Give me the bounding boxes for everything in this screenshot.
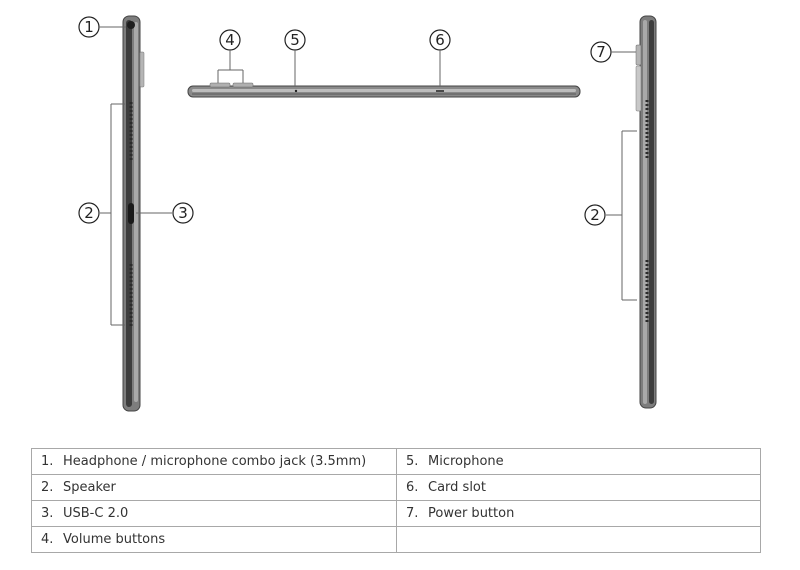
legend-number: 4. (41, 532, 54, 547)
legend-cell (397, 475, 761, 501)
legend-number: 3. (41, 506, 54, 521)
top-view (188, 83, 580, 97)
legend-label: Microphone (428, 454, 504, 469)
legend-cell (397, 449, 761, 475)
legend-number: 5. (406, 454, 419, 469)
volume-button-up (210, 83, 230, 87)
legend-number: 1. (41, 454, 54, 469)
callout-2-right (585, 131, 637, 300)
callout-3-number: 3 (178, 204, 188, 222)
legend-cell (397, 501, 761, 527)
legend-cell (32, 449, 397, 475)
callout-2-left (79, 104, 125, 325)
callout-2-right-number: 2 (590, 206, 600, 224)
callout-7-number: 7 (596, 43, 606, 61)
callout-6 (430, 30, 450, 86)
legend-label: Card slot (428, 480, 486, 495)
legend-label: Power button (428, 506, 515, 521)
legend-label: Volume buttons (63, 532, 166, 547)
legend-number: 7. (406, 506, 419, 521)
legend-cell (397, 527, 761, 553)
callout-5-number: 5 (290, 31, 300, 49)
legend-row (32, 527, 761, 553)
legend-cell (32, 501, 397, 527)
usb-c-port (128, 203, 134, 224)
legend-cell (32, 475, 397, 501)
callout-1 (79, 17, 126, 37)
legend-row (32, 501, 761, 527)
power-button (636, 45, 641, 65)
legend-label: Headphone / microphone combo jack (3.5mm) (63, 454, 367, 469)
callout-4 (218, 30, 243, 83)
legend-table (31, 448, 761, 553)
callout-4-number: 4 (225, 31, 235, 49)
callout-6-number: 6 (435, 31, 445, 49)
headphone-jack (127, 21, 135, 29)
callout-2-left-number: 2 (84, 204, 94, 222)
callout-5 (285, 30, 305, 86)
legend-label: USB-C 2.0 (63, 506, 129, 521)
legend-row (32, 475, 761, 501)
legend-cell (32, 527, 397, 553)
microphone-hole (295, 90, 297, 92)
callout-1-number: 1 (84, 18, 94, 36)
callout-7 (591, 42, 636, 62)
legend-label: Speaker (63, 480, 116, 495)
legend-number: 6. (406, 480, 419, 495)
callout-3 (136, 203, 193, 223)
legend-number: 2. (41, 480, 54, 495)
legend-row (32, 449, 761, 475)
volume-button-down (233, 83, 253, 87)
right-side-view (636, 16, 656, 408)
